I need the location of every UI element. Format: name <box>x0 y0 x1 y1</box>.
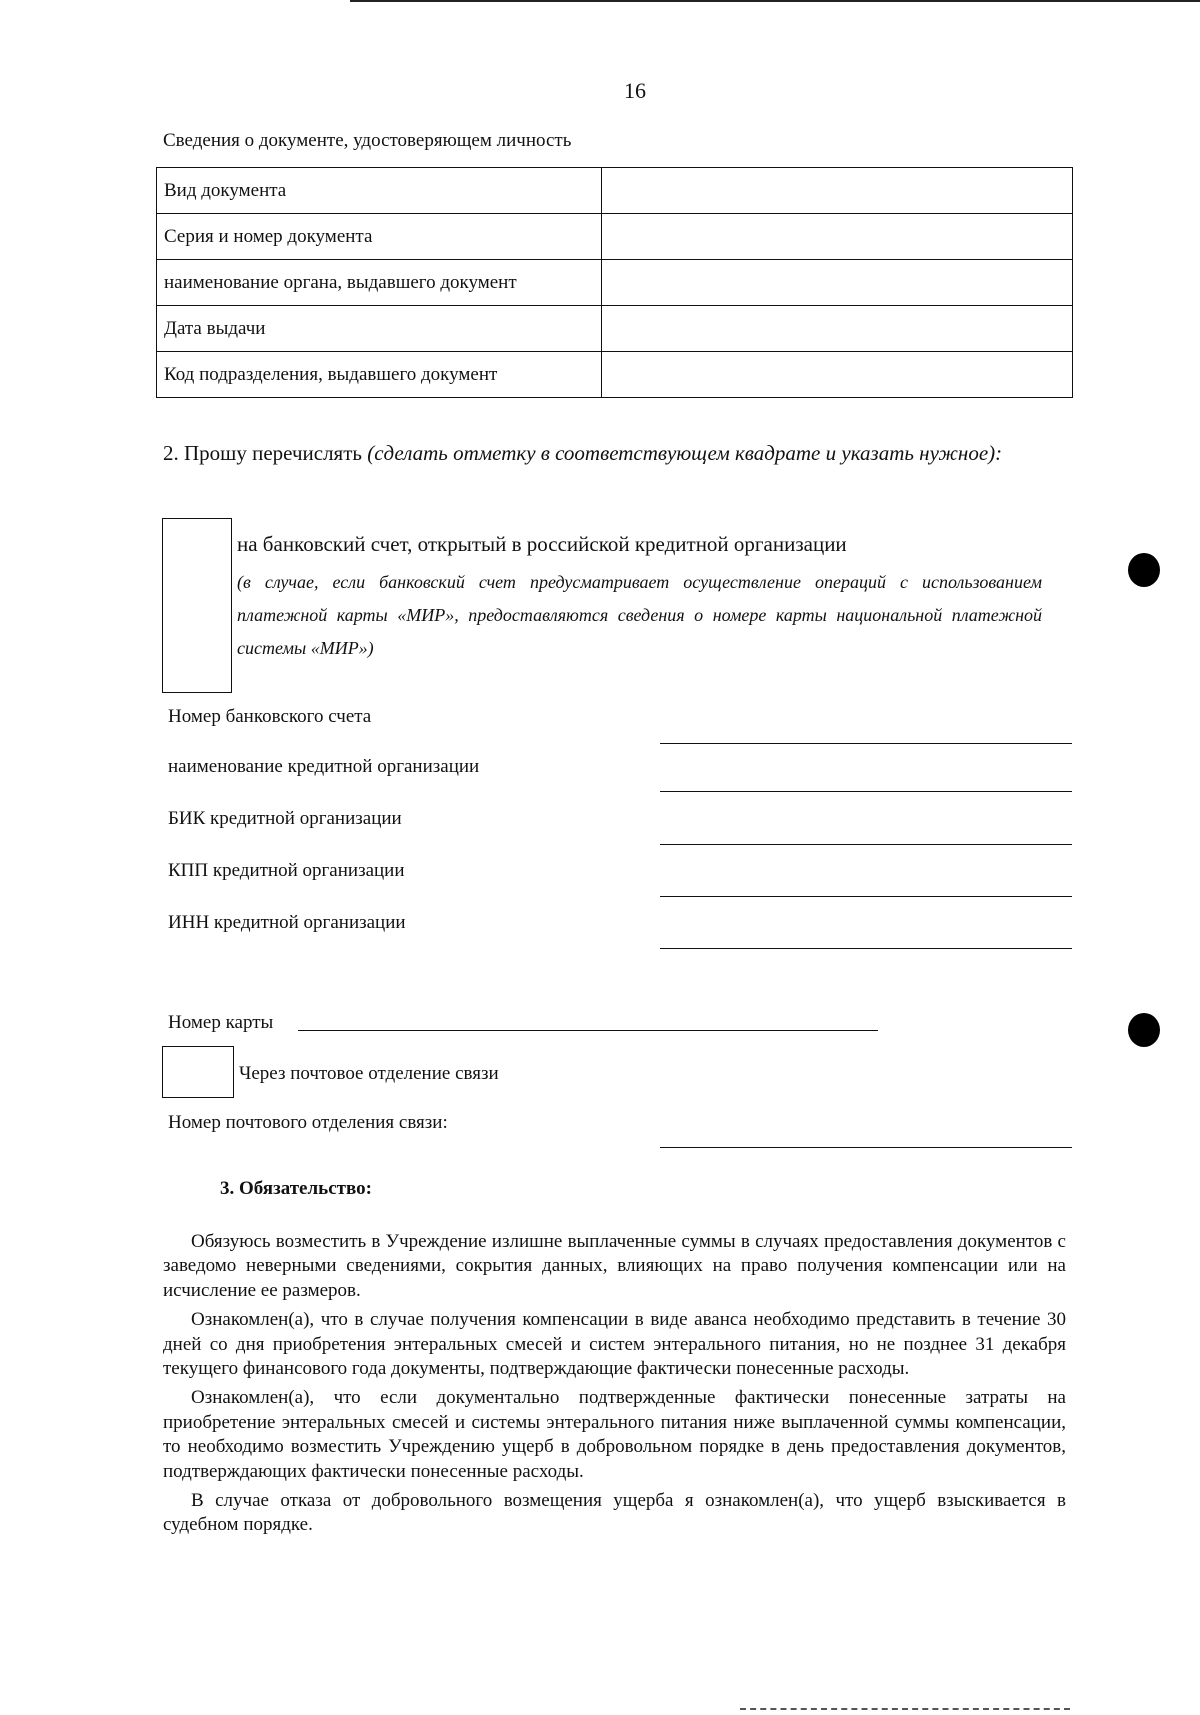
issue-date-field[interactable] <box>602 306 1073 352</box>
payment-section-title: 2. Прошу перечислять <box>163 441 362 465</box>
bank-account-number-input[interactable] <box>660 743 1072 744</box>
bank-name-label: наименование кредитной организации <box>168 756 480 777</box>
row-label-series-number: Серия и номер документа <box>157 214 602 260</box>
inn-label: ИНН кредитной организации <box>168 912 406 933</box>
card-number-label: Номер карты <box>168 1012 274 1033</box>
table-row <box>157 260 1073 306</box>
obligation-paragraph: Ознакомлен(а), что если документально подтвержденные фактически понесенные затраты на приобретение энтеральных смесей и системы энтерального питания ниже выплаченной суммы компенсации, то необходимо возместить Учреждению ущерб в добровольном порядке в день предоставления документов, подтверждающих фактически понесенные расходы. <box>163 1387 1066 1482</box>
post-office-number-label: Номер почтового отделения связи: <box>168 1112 448 1133</box>
row-label-issue-date: Дата выдачи <box>157 306 602 352</box>
mir-card-note: (в случае, если банковский счет предусматривает осуществление операций с использованием платежной карты «МИР», предоставляются сведения о номере карты национальной платежной системы «МИР») <box>237 572 1042 658</box>
payment-instruction: (сделать отметку в соответствующем квадрате и указать нужное): <box>367 441 1003 465</box>
row-label-division-code: Код подразделения, выдавшего документ <box>157 352 602 398</box>
identity-document-table <box>156 167 1073 398</box>
post-office-checkbox[interactable] <box>162 1046 234 1098</box>
card-number-input[interactable] <box>298 1030 878 1031</box>
bank-account-number-label: Номер банковского счета <box>168 706 372 727</box>
payment-section-heading <box>163 440 1068 466</box>
punch-hole-mark <box>1128 553 1160 587</box>
kpp-label: КПП кредитной организации <box>168 860 405 881</box>
issuing-authority-field[interactable] <box>602 260 1073 306</box>
obligation-paragraph: Обязуюсь возместить в Учреждение излишне выплаченные суммы в случаях предоставления документов с заведомо неверными сведениями, сокрытия данных, влияющих на право получения компенсации или на исчисление ее размеров. <box>163 1231 1066 1301</box>
obligation-paragraph: В случае отказа от добровольного возмещения ущерба я ознакомлен(а), что ущерб взыскивается в судебном порядке. <box>163 1490 1066 1536</box>
series-number-field[interactable] <box>602 214 1073 260</box>
bik-input[interactable] <box>660 844 1072 845</box>
bik-label: БИК кредитной организации <box>168 808 402 829</box>
row-label-issuing-authority: наименование органа, выдавшего документ <box>157 260 602 306</box>
obligation-title: 3. Обязательство: <box>220 1178 372 1199</box>
table-row <box>157 214 1073 260</box>
post-office-number-input[interactable] <box>660 1147 1072 1148</box>
kpp-input[interactable] <box>660 896 1072 897</box>
table-row <box>157 168 1073 214</box>
bank-name-input[interactable] <box>660 791 1072 792</box>
scan-edge-line <box>350 0 1200 2</box>
post-office-option-label: Через почтовое отделение связи <box>239 1063 499 1084</box>
document-type-field[interactable] <box>602 168 1073 214</box>
row-label-document-type: Вид документа <box>157 168 602 214</box>
obligation-paragraph: Ознакомлен(а), что в случае получения компенсации в виде аванса необходимо представить в течение 30 дней со дня приобретения энтеральных смесей и систем энтерального питания, но не позднее 31 декабря текущего финансового года документы, подтверждающие фактически понесенные расходы. <box>163 1309 1066 1380</box>
table-row <box>157 306 1073 352</box>
bank-account-option-label: на банковский счет, открытый в российской кредитной организации <box>237 532 847 556</box>
page-number: 16 <box>624 78 646 103</box>
table-row <box>157 352 1073 398</box>
bank-account-checkbox[interactable] <box>162 518 232 693</box>
division-code-field[interactable] <box>602 352 1073 398</box>
obligation-text <box>163 1230 1066 1543</box>
identity-section-heading: Сведения о документе, удостоверяющем личность <box>163 130 572 151</box>
punch-hole-mark <box>1128 1013 1160 1047</box>
scan-edge-line <box>740 1708 1070 1710</box>
inn-input[interactable] <box>660 948 1072 949</box>
